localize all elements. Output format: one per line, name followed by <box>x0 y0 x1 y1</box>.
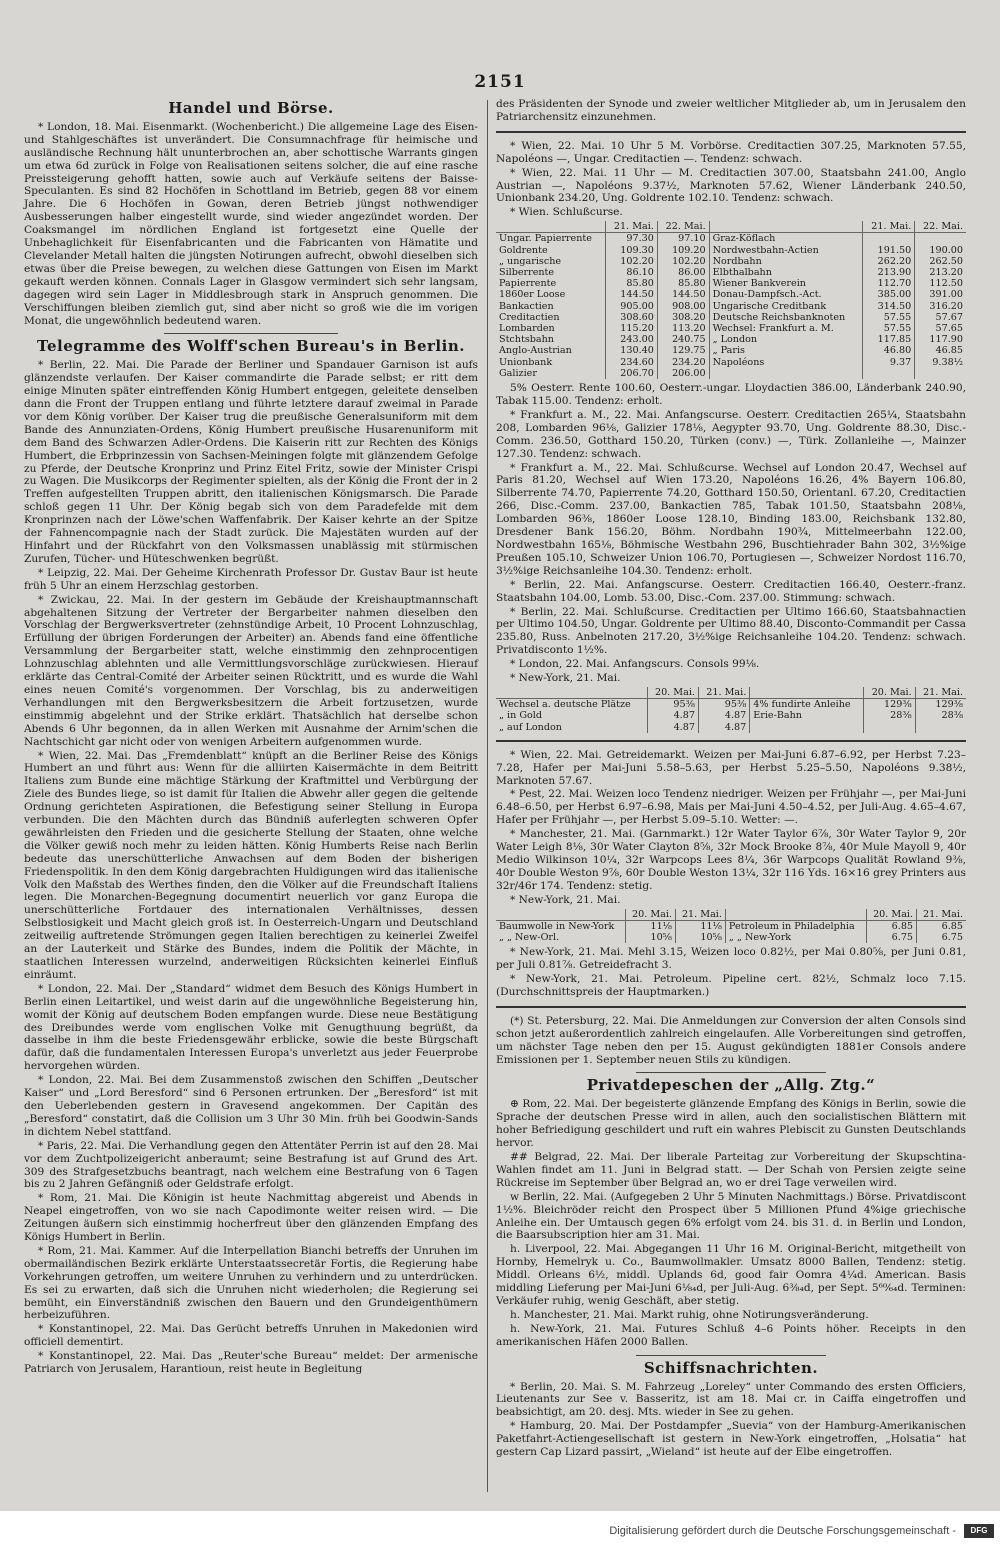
table-cell: „ London <box>709 334 863 345</box>
table-cell: 21. Mai. <box>863 221 915 233</box>
table-cell: 57.55 <box>863 312 915 323</box>
table-cell: „ auf London <box>499 721 562 733</box>
section-heading-telegramme: Telegramme des Wolff'schen Bureau's in Berlin. <box>37 337 465 356</box>
article-newyork-mehl: * New-York, 21. Mai. Mehl 3.15, Weizen loco 0.82½, per Mai 0.80⅝, per Juni 0.81, per Juli 0.81⅞. Getreidefracht 3. <box>496 946 966 972</box>
article-london-consols: * London, 22. Mai. Anfangscurs. Consols 99⅛. <box>510 658 760 671</box>
table-cell: 20. Mai. <box>867 909 917 921</box>
digitization-footer <box>0 1511 1000 1558</box>
table-cell: Wiener Bankverein <box>709 278 863 289</box>
table-cell <box>496 221 606 233</box>
table-cell: Napoléons <box>709 357 863 368</box>
table-cell: 57.65 <box>915 323 966 334</box>
table-row <box>496 312 966 323</box>
table-cell: 6.75 <box>867 932 917 943</box>
table-cell: 102.20 <box>606 256 658 267</box>
table-cell: 905.00 <box>606 301 658 312</box>
table-cell: 262.20 <box>863 256 915 267</box>
table-cell: Wechsel a. deutsche Plätze <box>499 699 631 711</box>
right-column <box>496 98 966 1460</box>
table-cell: 144.50 <box>606 289 658 300</box>
wien-schlusscurse-title: * Wien. Schlußcurse. <box>510 206 623 219</box>
table-cell: 234.60 <box>606 357 658 368</box>
article-wien-rente: 5% Oesterr. Rente 100.60, Oesterr.-ungar. Lloydactien 386.00, Länderbank 240.90, Tabak 115.00. Tendenz: erholt. <box>496 382 966 407</box>
table-cell: 10⅝ <box>626 932 676 943</box>
table-cell <box>496 687 647 699</box>
table-cell: 11⅛ <box>675 920 725 932</box>
table-cell: Anglo-Austrian <box>499 345 572 357</box>
table-cell <box>496 909 626 921</box>
article-manchester: h. Manchester, 21. Mai. Markt ruhig, ohne Notirungsveränderung. <box>510 1308 869 1321</box>
table-row <box>496 722 966 733</box>
table-row <box>496 699 966 711</box>
article-leipzig: * Leipzig, 22. Mai. Der Geheime Kirchenrath Professor Dr. Gustav Baur ist heute früh 5 Uhr an einem Herzschlag gestorben. <box>24 566 478 592</box>
table-cell: Creditactien <box>499 311 560 323</box>
table-cell: 314.50 <box>863 301 915 312</box>
table-cell: 206.00 <box>657 368 709 379</box>
divider <box>496 740 966 742</box>
table-cell: 308.20 <box>657 312 709 323</box>
table-cell: 113.20 <box>657 323 709 334</box>
table-cell: 213.90 <box>863 267 915 278</box>
article-belgrad: ## Belgrad, 22. Mai. Der liberale Parteitag zur Vorbereitung der Skupschtina-Wahlen findet am 11. Juni in Belgrad statt. — Der Schah von Persien zeigte seine Rückreise im September über Belgrad an, wo er drei Tage verweilen wird. <box>496 1151 966 1189</box>
table-cell: 22. Mai. <box>657 221 709 233</box>
newyork-title: * New-York, 21. Mai. <box>510 672 621 685</box>
table-row <box>496 301 966 312</box>
table-cell: 144.50 <box>657 289 709 300</box>
table-cell: Nordbahn <box>709 256 863 267</box>
section-heading-schiffsnachrichten: Schiffsnachrichten. <box>643 1358 819 1377</box>
table-cell: 262.50 <box>915 256 966 267</box>
article-paris-perrin: * Paris, 22. Mai. Die Verhandlung gegen den Attentäter Perrin ist auf den 28. Mai vor dem Zuchtpolizeigericht anberaumt; seine Bestrafung ist auf Grund des Art. 309 des Strafgesetzbuchs beantragt, nach welchem eine Bestrafung von 6 Tagen bis zu 2 Jahren Gefängniß oder Geldstrafe erfolgt. <box>24 1139 478 1191</box>
table-cell: 6.75 <box>917 932 966 943</box>
article-rom-kammer: * Rom, 21. Mai. Kammer. Auf die Interpellation Bianchi betreffs der Unruhen im obermailändischen Bezirk erklärte Unterstaatssecretär Fortis, die Regierung habe Vorkehrungen getroffen, um weitere Unruhen zu verhindern und zu unterdrücken. Es sei zu erwarten, daß sich die Unruhen nicht wiederholen; die Regierung sei bemüht, ein Einverständniß zwischen den Bauern und den Grundeigenthümern herbeizuführen. <box>24 1244 478 1322</box>
table-row <box>496 256 966 267</box>
table-row <box>496 334 966 345</box>
column-divider <box>487 100 488 1492</box>
table-cell <box>915 233 966 245</box>
table-cell <box>750 687 864 699</box>
table-cell: 10⅝ <box>675 932 725 943</box>
table-cell <box>750 722 864 733</box>
table-cell: Baumwolle in New-York <box>499 920 615 932</box>
table-header-row <box>496 221 966 233</box>
table-cell: 191.50 <box>863 245 915 256</box>
table-cell: 21. Mai. <box>917 909 966 921</box>
table-cell: Nordwestbahn-Actien <box>709 245 863 256</box>
table-cell: Galizier <box>499 367 537 379</box>
article-rom-empfang: ⊕ Rom, 22. Mai. Der begeisterte glänzende Empfang des Königs in Berlin, sowie die Sprache der deutschen Presse wird in allen, auch den socialistischen Blättern mit hoher Befriedigung geschildert und ruft ein wahres Plebiscit zu Gunsten Deutschlands hervor. <box>496 1098 966 1150</box>
table-row <box>496 920 966 932</box>
article-berlin-parade: * Berlin, 22. Mai. Die Parade der Berliner und Spandauer Garnison ist aufs glänzendste verlaufen. Der Kaiser commandirte die Parade selbst; er ritt dem einige Minuten später eintreffenden König Humbert entgegen, geleitete denselben dann die Front der Truppen entlang und führte letztere darauf zweimal in Parade vor dem König vorüber. Der Kaiser trug die preußische Generalsuniform mit dem Bande des Annunziaten-Ordens, König Humbert preußische Husarenuniform mit dem Band des Schwarzen Adler-Ordens. Die Kaiserin ritt zur Rechten des Königs Humbert, die Erbprinzessin von Sachsen-Meiningen folgte mit glänzendem Gefolge zu Pferde, der Deutsche Kronprinz und Prinz Eitel Fritz, sowie der Minister Crispi zu Wagen. Die Musikcorps der Regimenter spielten, als der König die Front der in 2 Treffen aufgestellten Truppen abritt, den italienischen Königsmarsch. Die Parade schloß gegen 11 Uhr. Der König begab sich von dem Paradefelde mit dem Kronprinzen nach der Löwe'schen Waffenfabrik. Der Kaiser kehrte an der Spitze der Fahnencompagnie nach der Stadt zurück. Die Majestäten wurden auf der Hinfahrt und der Rückfahrt von den Volksmassen unablässig mit stürmischen Zurufen, Tücher- und Hüteschwenken begrüßt. <box>24 359 478 565</box>
article-berlin-loreley: * Berlin, 20. Mai. S. M. Fahrzeug „Loreley“ unter Commando des ersten Officiers, Lieutenants zur See v. Basseritz, ist am 18. Mai cr. in Caiffa eingetroffen und beabsichtigt, am 20. desj. Mts. wieder in See zu gehen. <box>496 1380 966 1419</box>
table-cell: 206.70 <box>606 368 658 379</box>
table-row <box>496 323 966 334</box>
table-cell <box>709 221 863 233</box>
table-cell: 9.37 <box>863 357 915 368</box>
article-newyork-futures: h. New-York, 21. Mai. Futures Schluß 4–6 Points höher. Receipts in den amerikanischen Häfen 2000 Ballen. <box>496 1322 966 1348</box>
table-row <box>496 368 966 379</box>
table-cell: 85.80 <box>657 278 709 289</box>
table-cell: 21. Mai. <box>698 687 749 699</box>
table-row <box>496 245 966 256</box>
table-cell: 21. Mai. <box>915 687 966 699</box>
table-cell: Petroleum in Philadelphia <box>725 920 866 932</box>
table-cell: 112.70 <box>863 278 915 289</box>
table-cell: 129.75 <box>657 345 709 356</box>
table-cell: 129⅜ <box>915 699 966 711</box>
table-cell: „ in Gold <box>499 710 542 722</box>
table-cell: 117.85 <box>863 334 915 345</box>
table-cell <box>863 233 915 245</box>
table-cell: 20. Mai. <box>647 687 698 699</box>
article-wien-vorboerse: * Wien, 22. Mai. 10 Uhr 5 M. Vorbörse. Creditactien 307.25, Marknoten 57.55, Napoléons —, Ungar. Creditactien —. Tendenz: schwach. <box>496 139 966 165</box>
article-newyork-petroleum: * New-York, 21. Mai. Petroleum. Pipeline cert. 82½, Schmalz loco 7.15. (Durchschnittspreis der Hauptmarken.) <box>496 973 966 998</box>
table-cell: 95⅜ <box>647 699 698 711</box>
table-cell: 86.00 <box>657 267 709 278</box>
divider <box>164 333 338 334</box>
table-cell: 22. Mai. <box>915 221 966 233</box>
article-wien-fremdenblatt: * Wien, 22. Mai. Das „Fremdenblatt“ knüpft an die Berliner Reise des Königs Humbert an und führt aus: Wenn für die alliirten Kaisermächte in dem Beitritt Italiens zum Bunde eine mächtige Stärkung der Kraftmittel und Verbürgung der Ziele des Bundes liege, so ist damit für Italien die Abwehr aller gegen die geltende Ordnung gerichteten Aspirationen, die Befestigung seiner Stellung in Europa verbunden. Die den Mächten durch das Bündniß auferlegten schweren Opfer gewährleisten den Frieden und die gesicherte Stellung der Staaten, ohne welche die Völker gewiß noch mehr zu leiden hätten. König Humberts Reise nach Berlin bedeute das unerschütterliche Anwachsen auf dem Boden der bisherigen Friedenspolitik. In den dem König dargebrachten Huldigungen wird das italienische Volk den Maßstab des Werthes finden, den die Völker auf die Freundschaft Italiens legen. Die Monarchen-Begegnung documentirt neuerlich vor ganz Europa die unerschütterliche Fortdauer des internationalen Verhältnisses, dessen Selbstlosigkeit und Macht gleich groß ist. In Oesterreich-Ungarn und Deutschland zeitweilig auftretende Strömungen gegen Italien berechtigen zu keinerlei Zweifel an der Lauterkeit und Stärke des Bundes, indem die Politik der Mächte, in staatlichen Interessen wurzelnd, anderweitigen Rücksichten keinerlei Einfluß einräumt. <box>24 749 478 981</box>
article-konstantinopel-1: * Konstantinopel, 22. Mai. Das Gerücht betreffs Unruhen in Makedonien wird officiell dementirt. <box>24 1323 478 1349</box>
newyork-cotton-table <box>496 909 966 944</box>
table-cell: „ „ New-Orl. <box>499 932 560 944</box>
article-london-eisenmarkt: * London, 18. Mai. Eisenmarkt. (Wochenbericht.) Die allgemeine Lage des Eisen- und Stahlgeschäftes ist unverändert. Die Consumnachfrage für heimische und ausländische Rechnung hält ununterbrochen an, aber schottische Warrants gingen um etwa 6d zurück in Folge von Realisationen seitens solcher, die auf eine rasche Preissteigerung gehofft hatten, sowie auch auf Verkäufe seitens der Baisse-Speculanten. Es sind 82 Hochöfen in Schottland im Betrieb, gegen 88 vor einem Jahre. Die 6 Hochöfen in Gowan, deren Betrieb jüngst nothwendiger Ausbesserungen halber eingestellt wurde, sind wieder angezündet worden. Der Coaksmangel im nördlichen England ist fortgesetzt eine Quelle der Unbehaglichkeit für Eisenfabricanten und die Fabricanten von Hämatite und Clevelander Metall halten die jüngsten Notirungen aufrecht, obwohl dieselben sich etwas über die Preise bewegen, zu welchen diese Gattungen von Eisen im Markt gekauft werden können. Connals Lager in Glasgow vermindert sich sehr langsam, dagegen wird sein Lager in Middlesbrough stark in Anspruch genommen. Die Verschiffungen bleiben ziemlich gut, sind aber nicht so groß wie die im vorigen Monat, die ungewöhnlich bedeutend waren. <box>24 120 478 327</box>
section-heading-privatdepeschen: Privatdepeschen der „Allg. Ztg.“ <box>586 1076 876 1095</box>
table-cell: Lombarden <box>499 323 555 335</box>
table-cell: 57.55 <box>863 323 915 334</box>
table-row <box>496 345 966 356</box>
table-cell: 85.80 <box>606 278 658 289</box>
table-cell: 21. Mai. <box>675 909 725 921</box>
table-cell: 385.00 <box>863 289 915 300</box>
article-st-petersburg: (*) St. Petersburg, 22. Mai. Die Anmeldungen zur Conversion der alten Consols sind schon jetzt außerordentlich zahlreich eingelaufen. Alle Vorbereitungen sind getroffen, um nächster Tage neben den per 15. August gekündigten 1881er Consols andere Emissionen per 1. September neuen Stils zu kündigen. <box>496 1014 966 1066</box>
section-heading-handel: Handel und Börse. <box>168 99 334 117</box>
table-cell: 6.85 <box>917 920 966 932</box>
table-cell: Ungar. Papierrente <box>499 233 592 245</box>
table-cell: Ungarische Creditbank <box>709 301 863 312</box>
table-cell: 4% fundirte Anleihe <box>750 699 864 711</box>
table-cell: 95⅜ <box>698 699 749 711</box>
article-hamburg-suevia: * Hamburg, 20. Mai. Der Postdampfer „Suevia“ von der Hamburg-Amerikanischen Paketfahrt-Actiengesellschaft ist gestern in New-York eingetroffen, „Holsatia“ hat gestern Cap Lizard passirt, „Wieland“ ist heute auf der Elbe eingetroffen. <box>496 1420 966 1459</box>
newyork-quotes-table <box>496 687 966 733</box>
table-cell: Papierrente <box>499 278 557 290</box>
table-cell: „ „ New-York <box>725 932 866 943</box>
table-cell: 4.87 <box>647 710 698 721</box>
table-cell: 20. Mai. <box>626 909 676 921</box>
table-cell: 308.60 <box>606 312 658 323</box>
newyork2-title: * New-York, 21. Mai. <box>510 893 621 906</box>
table-cell: Bankactien <box>499 300 554 312</box>
table-cell: 28⅜ <box>864 710 915 721</box>
table-cell: 391.00 <box>915 289 966 300</box>
footer-credit: Digitalisierung gefördert durch die Deutsche Forschungsgemeinschaft - <box>609 1525 956 1537</box>
table-row <box>496 932 966 943</box>
table-cell: Stchtsbahn <box>499 334 554 346</box>
table-cell <box>864 722 915 733</box>
article-london-standard: * London, 22. Mai. Der „Standard“ widmet dem Besuch des Königs Humbert in Berlin einen Leitartikel, und weist darin auf die ungewöhnliche Begeisterung hin, womit der König auf deutschem Boden empfangen wurde. Diese neue Bestätigung des Dreibundes werde vom englischen Volke mit Genugthuung begrüßt, da dasselbe in ihm die beste Friedensgewähr erblicke, sowie die beste Bürgschaft dafür, daß die fundamentalen Interessen Europa's unverletzt aus jeder Feuerprobe hervorgehen würden. <box>24 982 478 1073</box>
table-row <box>496 278 966 289</box>
table-cell: Wechsel: Frankfurt a. M. <box>709 323 863 334</box>
table-cell <box>915 368 966 379</box>
table-cell: „ ungarische <box>499 255 562 267</box>
table-cell: 9.38½ <box>915 357 966 368</box>
table-cell: 109.30 <box>606 245 658 256</box>
table-cell: 28⅜ <box>915 710 966 721</box>
table-cell: 129⅜ <box>864 699 915 711</box>
table-header-row <box>496 687 966 699</box>
article-manchester-garn: * Manchester, 21. Mai. (Garnmarkt.) 12r Water Taylor 6⅞, 30r Water Taylor 9, 20r Water Leigh 8⅛, 30r Water Clayton 8⅝, 32r Mock Brooke 8⅞, 40r Mule Mayoll 9, 40r Medio Wilkinson 10¼, 32r Warpcops Lees 8¼, 36r Warpcops Qualität Rowland 9⅜, 40r Double Weston 9⅞, 60r Double Weston 13¼, 32r 116 Yds. 16×16 grey Printers aus 32r/46r 174. Tendenz: stetig. <box>496 828 966 892</box>
table-cell: 4.87 <box>647 722 698 733</box>
table-cell: Silberrente <box>499 267 555 279</box>
table-cell: 234.20 <box>657 357 709 368</box>
table-cell: 243.00 <box>606 334 658 345</box>
left-column <box>24 98 478 1377</box>
table-cell: 190.00 <box>915 245 966 256</box>
table-cell: 117.90 <box>915 334 966 345</box>
article-berlin-anfang: * Berlin, 22. Mai. Anfangscurse. Oesterr. Creditactien 166.40, Oesterr.-franz. Staatsbahn 104.00, Lomb. 53.00, Disc.-Com. 237.00. Stimmung: schwach. <box>496 578 966 604</box>
table-cell: 97.30 <box>606 233 658 245</box>
article-london-collision: * London, 22. Mai. Bei dem Zusammenstoß zwischen den Schiffen „Deutscher Kaiser“ und „Lord Beresford“ sind 6 Personen ertrunken. Der „Beresford“ ist mit den Ueberlebenden gestern in Gravesend angekommen. Der Capitän des „Beresford“ constatirt, daß die Collision um 3 Uhr 30 Min. früh bei Goodwin-Sands in dichtem Nebel stattfand. <box>24 1074 478 1138</box>
table-cell <box>709 368 863 379</box>
table-cell: 112.50 <box>915 278 966 289</box>
table-cell: 46.85 <box>915 345 966 356</box>
article-zwickau: * Zwickau, 22. Mai. In der gestern im Gebäude der Kreishauptmannschaft abgehaltenen Sitzung der Vertreter der Bergarbeiter nahmen dieselben den Vorschlag der Bergwerksvertreter (zehnstündige Arbeit, 10 Procent Lohnzuschlag, Erfüllung der übrigen Forderungen der Arbeiter) an. Abends fand eine öffentliche Versammlung der Bergarbeiter statt, welche einstimmig den zehnprocentigen Lohnzuschlag ablehnten und alle Vermittlungsvorschläge zurückwiesen. Hierauf erklärte das Central-Comité der Arbeiter seinen Rücktritt, und es wurde die Wahl eines neuen Comité's vorgenommen. Der Vorschlag, bis zu anderweitigen Verhandlungen mit den Bergwerksbesitzern die Arbeit fortzusetzen, wurde einstimmig abgelehnt und der Strike erklärt. Thatsächlich hat derselbe schon Abends 6 Uhr begonnen, da in allen Werken mit Ausnahme der Arnim'schen die Nachtschicht gar nicht oder von wenigen Arbeitern aufgenommen wurde. <box>24 593 478 748</box>
table-cell: 21. Mai. <box>606 221 658 233</box>
table-cell: Erie-Bahn <box>750 710 864 721</box>
article-konstantinopel-2: * Konstantinopel, 22. Mai. Das „Reuter'sche Bureau“ meldet: Der armenische Patriarch von Jerusalem, Harantioun, reist heute in Begleitung <box>24 1350 478 1376</box>
table-cell: 97.10 <box>657 233 709 245</box>
table-row <box>496 289 966 300</box>
article-wien-getreide: * Wien, 22. Mai. Getreidemarkt. Weizen per Mai-Juni 6.87–6.92, per Herbst 7.23–7.28, Hafer per Mai-Juni 5.58–5.63, per Herbst 5.25–5.50, Napoléons 9.38½, Marknoten 57.67. <box>496 748 966 787</box>
table-cell: Deutsche Reichsbanknoten <box>709 312 863 323</box>
table-cell: 316.20 <box>915 301 966 312</box>
article-frankfurt-anfang: * Frankfurt a. M., 22. Mai. Anfangscurse. Oesterr. Creditactien 265¼, Staatsbahn 208, Lombarden 96⅛, Galizier 178⅛, Aegypter 93.70, Ung. Goldrente 88.30, Disc.-Comm. 236.50, Gotthard 150.20, Türken (conv.) —, Türk. Zollanleihe —, Mainzer 127.30. Tendenz: schwach. <box>496 408 966 460</box>
table-cell <box>725 909 866 921</box>
table-cell: 240.75 <box>657 334 709 345</box>
table-cell <box>863 368 915 379</box>
table-header-row <box>496 909 966 921</box>
table-cell: 20. Mai. <box>864 687 915 699</box>
article-rom-koenigin: * Rom, 21. Mai. Die Königin ist heute Nachmittag abgereist und Abends in Neapel eingetroffen, von wo sie nach Capodimonte weiter reisen wird. — Die Zeitungen äußern sich einstimmig hocherfreut über den glänzenden Empfang des Königs Humbert in Berlin. <box>24 1192 478 1244</box>
table-cell: „ Paris <box>709 345 863 356</box>
table-cell: 109.20 <box>657 245 709 256</box>
table-cell: Graz-Köflach <box>709 233 863 245</box>
table-cell: Donau-Dampfsch.-Act. <box>709 289 863 300</box>
article-frankfurt-schluss: * Frankfurt a. M., 22. Mai. Schlußcurse. Wechsel auf London 20.47, Wechsel auf Paris 81.20, Wechsel auf Wien 173.20, Napoléons 16.26, 4% Bayern 106.80, Silberrente 74.70, Papierrente 74.20, Gotthard 150.50, Orientanl. 67.20, Creditactien 266, Disc.-Comm. 237.00, Bankactien 785, Tabak 101.50, Staatsbahn 208⅛, Lombarden 96⅜, 1860er Loose 128.10, Binding 183.00, Reichsbank 132.80, Dresdener Bank 156.20, Böhm. Nordbahn 190¾, Mittelmeerbahn 122.00, Nordwestbahn 165⅛, Böhmische Westbahn 296, Buschtiehrader Bahn 302, 3½%ige Preußen 105.10, Schweizer Union 106.70, Portugiesen —, Schweizer Nordost 116.70, 3½%ige Reichsanleihe 104.30. Tendenz: erholt. <box>496 461 966 577</box>
table-cell: 57.67 <box>915 312 966 323</box>
table-cell: Goldrente <box>499 244 548 256</box>
table-cell: 4.87 <box>698 710 749 721</box>
article-continuation: des Präsidenten der Synode und zweier weltlicher Mitglieder ab, um in Jerusalem den Patriarchensitz einzunehmen. <box>496 98 966 123</box>
table-row <box>496 710 966 721</box>
article-pest: * Pest, 22. Mai. Weizen loco Tendenz niedriger. Weizen per Frühjahr —, per Mai-Juni 6.48–6.50, per Herbst 6.97–6.98, Mais per Mai-Juni 4.50–4.52, per Juli-Aug. 4.65–4.67, Hafer per Frühjahr —, per Herbst 5.09–5.10. Wetter: —. <box>496 788 966 827</box>
wien-quotes-table <box>496 221 966 379</box>
table-cell: 102.20 <box>657 256 709 267</box>
table-cell: 11⅛ <box>626 920 676 932</box>
divider <box>636 1355 826 1356</box>
divider <box>496 1006 966 1008</box>
table-cell: 4.87 <box>698 722 749 733</box>
divider <box>496 131 966 133</box>
article-berlin-schluss: * Berlin, 22. Mai. Schlußcurse. Creditactien per Ultimo 166.60, Staatsbahnactien per Ultimo 104.50, Ungar. Goldrente per Ultimo 88.40, Disconto-Commandit per Cassa 235.80, Russ. Anbelnoten 217.20, 3½%ige Reichsanleihe 104.20. Tendenz: schwach. Privatdisconto 1½%. <box>496 605 966 657</box>
article-wien-11uhr: * Wien, 22. Mai. 11 Uhr — M. Creditactien 307.00, Staatsbahn 241.00, Anglo Austrian —, Napoléons 9.37½, Marknoten 57.62, Wiener Länderbank 240.50, Unionbank 234.20, Ung. Goldrente 102.10. Tendenz: schwach. <box>496 166 966 205</box>
table-row <box>496 357 966 368</box>
table-row <box>496 267 966 278</box>
article-berlin-boerse: w Berlin, 22. Mai. (Aufgegeben 2 Uhr 5 Minuten Nachmittags.) Börse. Privatdiscont 1½%. Bleichröder reicht den Prospect über 5 Millionen Pfund 4%ige griechische Anleihe ein. Der Umtausch gegen 6% erfolgt vom 24. bis 31. d. in Berlin und London, die Baarsubscription hier am 31. Mai. <box>496 1190 966 1242</box>
table-cell: 115.20 <box>606 323 658 334</box>
dfg-logo: DFG <box>964 1524 994 1538</box>
table-cell: 86.10 <box>606 267 658 278</box>
table-cell: 1860er Loose <box>499 289 566 301</box>
table-cell <box>915 722 966 733</box>
table-cell: Unionbank <box>499 356 553 368</box>
table-cell: 6.85 <box>867 920 917 932</box>
divider <box>636 1072 826 1073</box>
table-cell: Elbthalbahn <box>709 267 863 278</box>
page-number: 2151 <box>474 72 526 92</box>
table-row <box>496 233 966 245</box>
article-liverpool: h. Liverpool, 22. Mai. Abgegangen 11 Uhr 16 M. Original-Bericht, mitgetheilt von Hornby, Hemelryk u. Co., Baumwollmakler. Umsatz 8000 Ballen, Tendenz: stetig. Middl. Orleans 6½, middl. Uplands 6d, good fair Oomra 4¼d. American. Basis middling Lieferung per Mai-Juni 6⅛₄d, per Juli-Aug. 6⅜₄d, per Sept. 5⁶⁰⁄₆₄d. Terminen: Verkäufer ruhig, wenig Geschäft, aber stetig. <box>496 1243 966 1307</box>
table-cell: 908.00 <box>657 301 709 312</box>
table-cell: 213.20 <box>915 267 966 278</box>
table-cell: 46.80 <box>863 345 915 356</box>
table-cell: 130.40 <box>606 345 658 356</box>
